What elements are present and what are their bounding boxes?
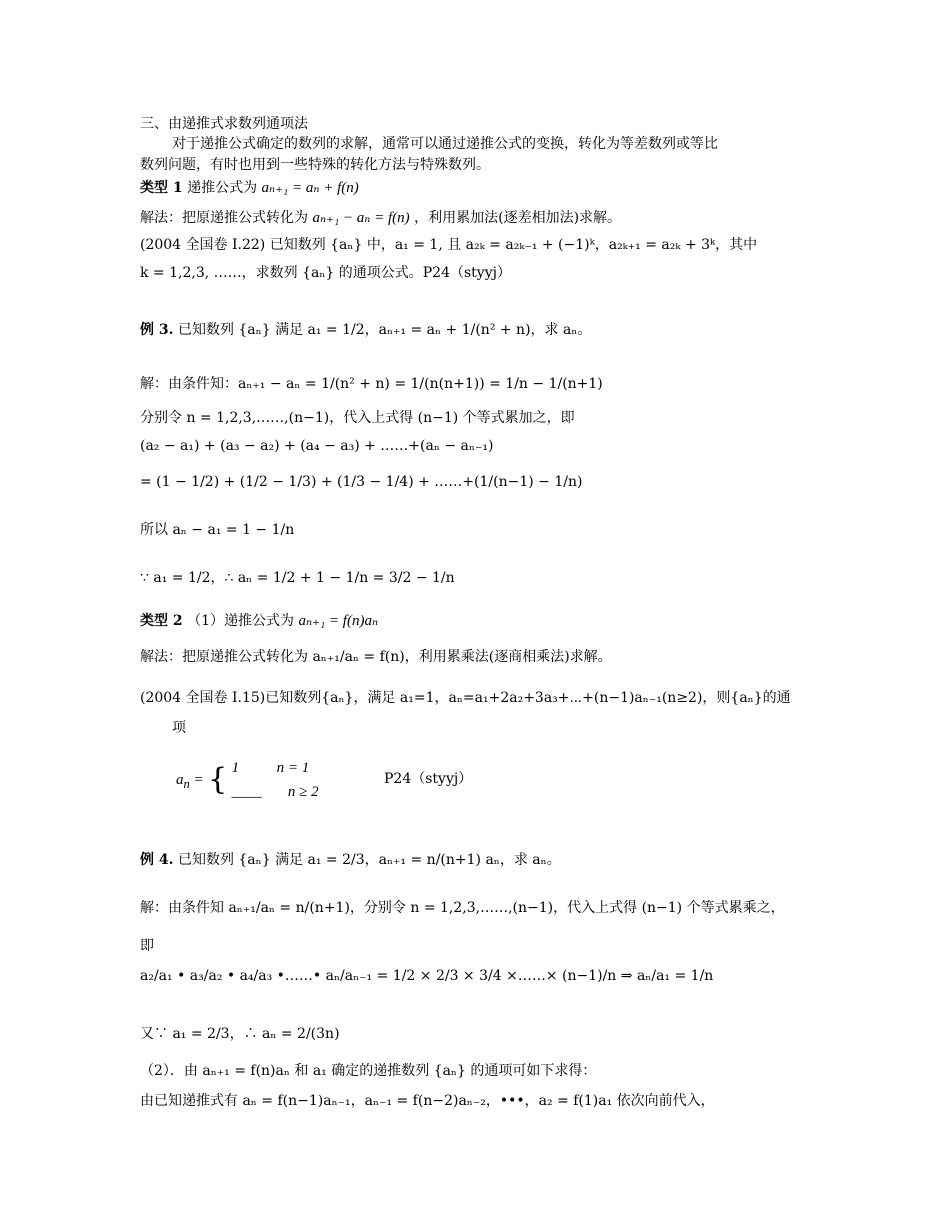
- section-heading: 三、由递推式求数列通项法: [140, 116, 308, 132]
- example-2004b-line-1: (2004 全国卷 I.15)已知数列{aₙ}，满足 a₁=1，aₙ=a₁+2a₂+3a₃+⋯+(n−1)aₙ₋₁(n≥2)，则{aₙ}的通: [140, 690, 791, 706]
- type2-label: 类型 2: [140, 613, 183, 629]
- piecewise-lhs: $a_n$ =: [176, 772, 204, 791]
- piecewise-row-1: 1 n = 1: [231, 760, 310, 776]
- intro-line-1: 对于递推公式确定的数列的求解，通常可以通过递推公式的变换，转化为等差数列或等比: [172, 136, 718, 152]
- type1-line: [140, 179, 359, 198]
- solution4-line-2: 即: [140, 938, 154, 954]
- method1-tail: ，利用累加法(逐差相加法)求解。: [414, 210, 622, 226]
- method2-line: 解法：把原递推公式转化为 aₙ₊₁/aₙ = f(n)，利用累乘法(逐商相乘法)求解。: [140, 649, 612, 665]
- example-2004b-line-2: 项: [172, 720, 186, 736]
- brace-icon: {: [208, 762, 228, 797]
- method1-line: [140, 209, 621, 228]
- example3-text: 已知数列 {aₙ} 满足 a₁ = 1/2，aₙ₊₁ = aₙ + 1/(n² + n)，求 aₙ。: [177, 322, 592, 338]
- type2-line: [140, 612, 378, 631]
- example4-text: 已知数列 {aₙ} 满足 a₁ = 2/3，aₙ₊₁ = n/(n+1) aₙ，求 aₙ。: [177, 852, 561, 868]
- type1-formula: aₙ₊₁ = aₙ + f(n): [261, 180, 359, 196]
- last-line: 由已知递推式有 aₙ = f(n−1)aₙ₋₁，aₙ₋₁ = f(n−2)aₙ₋₂，•••，a₂ = f(1)a₁ 依次向前代入，: [140, 1093, 715, 1109]
- intro-line-2: 数列问题，有时也用到一些特殊的转化方法与特殊数列。: [140, 157, 490, 173]
- solution4-line-1: 解：由条件知 aₙ₊₁/aₙ = n/(n+1)，分别令 n = 1,2,3,……,(n−1)，代入上式得 (n−1) 个等式累乘之，: [140, 900, 785, 916]
- solution4-line-3: a₂/a₁ • a₃/a₂ • a₄/a₃ •……• aₙ/aₙ₋₁ = 1/2 × 2/3 × 3/4 ×……× (n−1)/n ⇒ aₙ/a₁ = 1/n: [140, 968, 714, 984]
- solution3-line-2: [140, 410, 810, 428]
- method1-text: 解法：把原递推公式转化为: [140, 210, 308, 226]
- example3-line: [140, 322, 591, 340]
- solution3-line-5: 所以 aₙ − a₁ = 1 − 1/n: [140, 522, 295, 538]
- example-2004a-line-1: (2004 全国卷 I.22) 已知数列 {aₙ} 中，a₁ = 1, 且 a₂ₖ = a₂ₖ₋₁ + (−1)ᵏ，a₂ₖ₊₁ = a₂ₖ + 3ᵏ，其中: [140, 237, 758, 253]
- piecewise-row-2: ____ n ≥ 2: [231, 784, 319, 800]
- type2-formula: aₙ₊₁ = f(n)aₙ: [298, 613, 379, 629]
- solution3-line-6: ∵ a₁ = 1/2，∴ aₙ = 1/2 + 1 − 1/n = 3/2 − 1/n: [140, 570, 455, 586]
- type1-text: 递推公式为: [187, 180, 258, 196]
- type1-label: 类型 1: [140, 180, 183, 196]
- piecewise-reference: P24（styyj）: [384, 771, 473, 787]
- solution3-line-4: = (1 − 1/2) + (1/2 − 1/3) + (1/3 − 1/4) + ……+(1/(n−1) − 1/n): [140, 474, 583, 490]
- example-2004a-line-2: k = 1,2,3, ……，求数列 {aₙ} 的通项公式。P24（styyj）: [140, 265, 511, 281]
- solution3-line-3: (a₂ − a₁) + (a₃ − a₂) + (a₄ − a₃) + ……+(aₙ − aₙ₋₁): [140, 438, 494, 454]
- method1-formula: aₙ₊₁ − aₙ = f(n): [312, 210, 410, 226]
- solution3-line-1: 解：由条件知：aₙ₊₁ − aₙ = 1/(n² + n) = 1/(n(n+1)) = 1/n − 1/(n+1): [140, 376, 603, 392]
- type2-text: （1）递推公式为: [187, 613, 294, 629]
- example4-line: [140, 852, 561, 870]
- part2-line: （2）．由 aₙ₊₁ = f(n)aₙ 和 a₁ 确定的递推数列 {aₙ} 的通项可如下求得：: [140, 1063, 597, 1079]
- piecewise-formula: [176, 756, 319, 804]
- solution3-line-2-text: 分别令 n = 1,2,3,……,(n−1)，代入上式得 (n−1) 个等式累加之，即: [140, 410, 575, 426]
- example3-label: 例 3.: [140, 322, 174, 338]
- piecewise-rows: [232, 756, 319, 804]
- example4-label: 例 4.: [140, 852, 174, 868]
- solution4-line-4: 又∵ a₁ = 2/3，∴ aₙ = 2/(3n): [140, 1026, 340, 1042]
